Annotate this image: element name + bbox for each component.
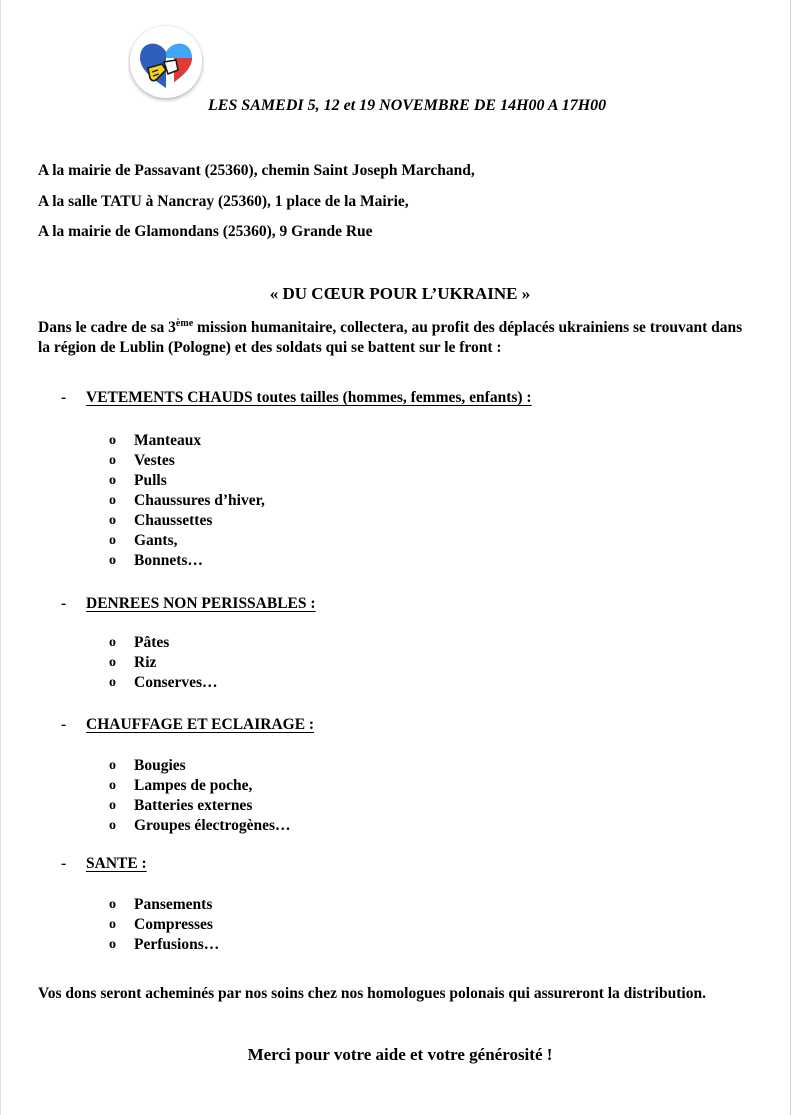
heart-handshake-logo xyxy=(128,24,204,102)
list-bullet: o xyxy=(109,533,116,548)
list-item: Bougies xyxy=(134,757,186,774)
location-nancray: A la salle TATU à Nancray (25360), 1 place de la Mairie, xyxy=(38,193,409,210)
document-title: « DU CŒUR POUR L’UKRAINE » xyxy=(269,284,531,303)
list-bullet: o xyxy=(109,778,116,793)
footer-note: Vos dons seront acheminés par nos soins chez nos homologues polonais qui assureront la distribution. xyxy=(38,985,706,1002)
list-item: Pulls xyxy=(134,472,167,489)
intro-paragraph xyxy=(38,318,758,358)
list-bullet: o xyxy=(109,635,116,650)
list-bullet: o xyxy=(109,493,116,508)
list-item: Chaussures d’hiver, xyxy=(134,492,265,509)
list-item: Gants, xyxy=(134,532,178,549)
list-dash: - xyxy=(61,595,67,612)
list-dash: - xyxy=(61,716,67,733)
list-bullet: o xyxy=(109,937,116,952)
list-dash: - xyxy=(61,855,67,872)
list-bullet: o xyxy=(109,917,116,932)
list-item: Conserves… xyxy=(134,674,218,691)
intro-text-start: Dans le cadre de sa 3 xyxy=(38,319,176,336)
heart-handshake-icon xyxy=(128,24,204,102)
location-glamondans: A la mairie de Glamondans (25360), 9 Grande Rue xyxy=(38,223,373,240)
list-bullet: o xyxy=(109,897,116,912)
page-edge-left xyxy=(0,0,1,1115)
list-bullet: o xyxy=(109,655,116,670)
category-food: DENREES NON PERISSABLES : xyxy=(86,595,316,612)
list-item: Bonnets… xyxy=(134,552,203,569)
intro-superscript: ème xyxy=(175,318,194,329)
category-clothing: VETEMENTS CHAUDS toutes tailles (hommes, femmes, enfants) : xyxy=(86,389,532,406)
list-bullet: o xyxy=(109,473,116,488)
thanks-line: Merci pour votre aide et votre générosité ! xyxy=(247,1045,553,1064)
event-dates: LES SAMEDI 5, 12 et 19 NOVEMBRE DE 14H00 A 17H00 xyxy=(208,97,607,114)
list-dash: - xyxy=(61,389,67,406)
category-heating-lighting: CHAUFFAGE ET ECLAIRAGE : xyxy=(86,716,315,733)
list-item: Chaussettes xyxy=(134,512,213,529)
list-bullet: o xyxy=(109,553,116,568)
list-bullet: o xyxy=(109,453,116,468)
list-item: Batteries externes xyxy=(134,797,253,814)
list-item: Vestes xyxy=(134,452,175,469)
list-item: Riz xyxy=(134,654,157,671)
list-item: Lampes de poche, xyxy=(134,777,253,794)
list-bullet: o xyxy=(109,513,116,528)
location-passavant: A la mairie de Passavant (25360), chemin Saint Joseph Marchand, xyxy=(38,162,475,179)
list-item: Groupes électrogènes… xyxy=(134,817,291,834)
list-item: Pâtes xyxy=(134,634,170,651)
list-bullet: o xyxy=(109,758,116,773)
list-item: Compresses xyxy=(134,916,213,933)
category-health: SANTE : xyxy=(86,855,147,872)
intro-text-end: mission humanitaire, collectera, au profit des déplacés ukrainiens se trouvant dans la région de Lublin (Pologne) et des soldats qui se battent sur le front : xyxy=(38,319,743,356)
list-item: Manteaux xyxy=(134,432,202,449)
list-bullet: o xyxy=(109,675,116,690)
list-bullet: o xyxy=(109,798,116,813)
list-item: Perfusions… xyxy=(134,936,220,953)
list-bullet: o xyxy=(109,818,116,833)
list-item: Pansements xyxy=(134,896,213,913)
list-bullet: o xyxy=(109,433,116,448)
